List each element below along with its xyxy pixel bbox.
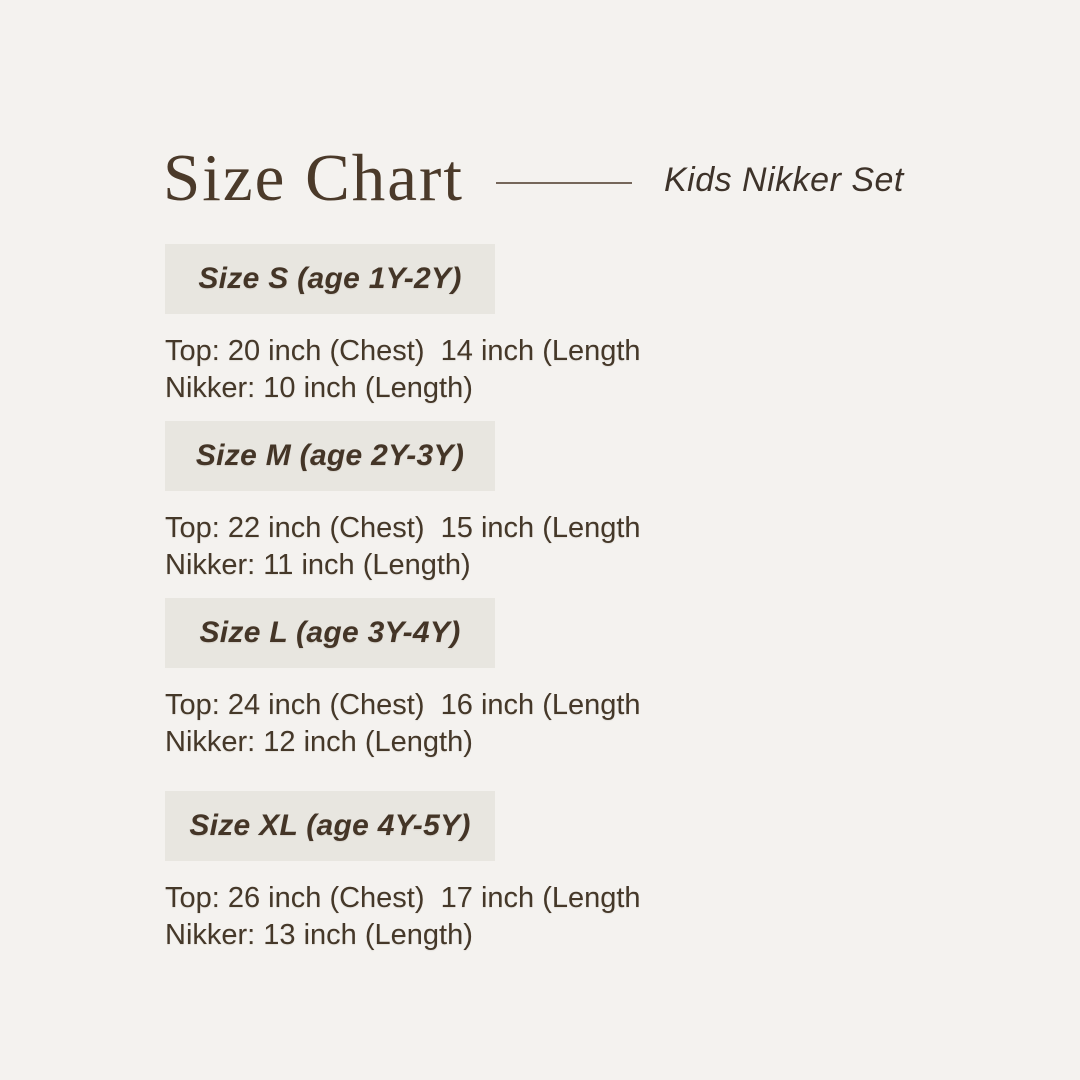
top-measurement: Top: 26 inch (Chest) 17 inch (Length bbox=[165, 882, 641, 914]
top-measurement: Top: 20 inch (Chest) 14 inch (Length bbox=[165, 335, 641, 367]
size-measurements bbox=[165, 510, 725, 584]
size-measurements bbox=[165, 333, 725, 407]
header bbox=[163, 141, 904, 215]
product-name: Kids Nikker Set bbox=[663, 161, 904, 199]
nikker-measurement: Nikker: 12 inch (Length) bbox=[165, 726, 473, 758]
top-measurement: Top: 24 inch (Chest) 16 inch (Length bbox=[165, 689, 641, 721]
size-section-l bbox=[165, 598, 725, 761]
size-label-box bbox=[165, 244, 495, 314]
nikker-measurement: Nikker: 11 inch (Length) bbox=[165, 549, 471, 581]
size-label-box bbox=[165, 791, 495, 861]
size-section-xl bbox=[165, 791, 725, 954]
size-section-s bbox=[165, 244, 725, 407]
size-label: Size M (age 2Y-3Y) bbox=[195, 439, 465, 472]
size-label-box bbox=[165, 598, 495, 668]
nikker-measurement: Nikker: 10 inch (Length) bbox=[165, 372, 473, 404]
top-measurement: Top: 22 inch (Chest) 15 inch (Length bbox=[165, 512, 641, 544]
page-title: Size Chart bbox=[163, 141, 464, 215]
title-divider-line bbox=[496, 182, 632, 184]
size-measurements bbox=[165, 880, 725, 954]
size-label: Size L (age 3Y-4Y) bbox=[199, 616, 461, 649]
nikker-measurement: Nikker: 13 inch (Length) bbox=[165, 919, 473, 951]
size-label: Size XL (age 4Y-5Y) bbox=[189, 809, 471, 842]
size-measurements bbox=[165, 687, 725, 761]
size-label-box bbox=[165, 421, 495, 491]
size-label: Size S (age 1Y-2Y) bbox=[198, 262, 462, 295]
size-section-m bbox=[165, 421, 725, 584]
